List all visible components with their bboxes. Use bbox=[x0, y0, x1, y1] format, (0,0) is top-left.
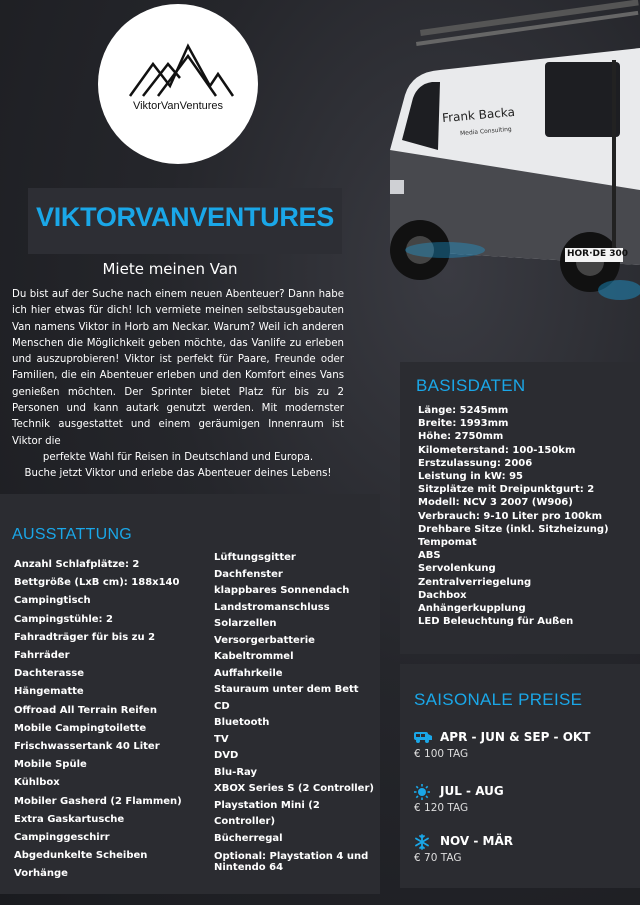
list-item: Campingtisch bbox=[14, 595, 91, 607]
season-price: € 70 TAG bbox=[414, 852, 462, 864]
list-item: Verbrauch: 9-10 Liter pro 100km bbox=[418, 510, 603, 522]
list-item: Breite: 1993mm bbox=[418, 418, 509, 430]
list-item: Campingstühle: 2 bbox=[14, 613, 113, 625]
list-item: Sitzplätze mit Dreipunktgurt: 2 bbox=[418, 484, 595, 496]
list-item: TV bbox=[214, 733, 229, 745]
preise-title: SAISONALE PREISE bbox=[414, 690, 583, 709]
list-item: Anhängerkupplung bbox=[418, 603, 526, 615]
list-item: Servolenkung bbox=[418, 563, 496, 575]
list-item: Stauraum unter dem Bett bbox=[214, 684, 359, 695]
season-price: € 120 TAG bbox=[414, 802, 469, 814]
list-item: Dachfenster bbox=[214, 568, 283, 580]
list-item: Tempomat bbox=[418, 537, 477, 549]
list-item: Mobiler Gasherd (2 Flammen) bbox=[14, 795, 182, 807]
list-item: Optional: Playstation 4 und Nintendo 64 bbox=[214, 851, 369, 873]
list-item: Vorhänge bbox=[14, 868, 68, 880]
sun-icon bbox=[414, 784, 430, 798]
basisdaten-title: BASISDATEN bbox=[416, 376, 526, 395]
list-item: Bluetooth bbox=[214, 717, 270, 728]
list-item: Playstation Mini (2 Controller) bbox=[214, 799, 320, 827]
basisdaten-list bbox=[418, 404, 609, 628]
list-item: Anzahl Schlafplätze: 2 bbox=[14, 559, 140, 570]
ausstattung-list-right bbox=[214, 550, 374, 873]
list-item: Bettgröße (LxB cm): 188x140 bbox=[14, 577, 180, 589]
list-item: Extra Gaskartusche bbox=[14, 813, 125, 825]
list-item: Landstromanschluss bbox=[214, 601, 330, 613]
list-item: Mobile Spüle bbox=[14, 759, 87, 771]
list-item: Auffahrkeile bbox=[214, 667, 283, 679]
season-winter bbox=[414, 834, 513, 864]
list-item: Blu-Ray bbox=[214, 766, 257, 778]
van-text-name: Frank Backa bbox=[441, 104, 516, 126]
logo-text: ViktorVanVentures bbox=[132, 100, 224, 112]
season-spring-autumn bbox=[414, 730, 590, 760]
logo bbox=[98, 4, 258, 164]
list-item: Dachterasse bbox=[14, 668, 85, 680]
list-item: Kabeltrommel bbox=[214, 651, 294, 662]
license-plate: HOR·DE 300 bbox=[567, 249, 629, 259]
list-item: Zentralverriegelung bbox=[418, 576, 532, 588]
list-item: Länge: 5245mm bbox=[418, 405, 509, 416]
list-item: XBOX Series S (2 Controller) bbox=[214, 783, 374, 794]
list-item: ABS bbox=[418, 550, 441, 562]
ausstattung-list-left bbox=[14, 556, 210, 884]
list-item: Kühlbox bbox=[14, 777, 60, 789]
list-item: Solarzellen bbox=[214, 618, 277, 629]
list-item: Lüftungsgitter bbox=[214, 552, 296, 563]
list-item: Leistung in kW: 95 bbox=[418, 471, 523, 483]
brand-banner bbox=[28, 188, 342, 254]
intro-paragraph: Du bist auf der Suche nach einem neuen Abenteuer? Dann habe ich hier etwas für dich! Ich vermiete meinen selbstausgebauten Van namens Viktor in Horb am Neckar. Warum? Weil ich anderen Menschen die Möglichkeit geben möchte, das Vanlife zu erleben und auszuprobieren! Viktor ist perfekt für Paare, Freunde oder Familien, die ein Abenteuer erleben und den Komfort eines Vans genießen möchten. Der Sprinter bietet Platz für bis zu 2 Personen und kann autark genutzt werden. Mit modernster Technik ausgestattet und einem geräumigen Innenraum ist Viktor die bbox=[12, 289, 344, 447]
list-item: Kilometerstand: 100-150km bbox=[418, 444, 576, 456]
mountain-icon bbox=[98, 4, 258, 164]
van-image bbox=[350, 0, 640, 330]
season-summer bbox=[414, 784, 504, 814]
van-text-sub: Media Consulting bbox=[459, 125, 513, 138]
van-icon bbox=[414, 730, 430, 744]
list-item: CD bbox=[214, 700, 230, 712]
intro-cta: Buche jetzt Viktor und erlebe das Abenteuer deines Lebens! bbox=[24, 468, 332, 480]
list-item: Versorgerbatterie bbox=[214, 634, 315, 646]
season-label: NOV - MÄR bbox=[440, 834, 514, 848]
list-item: Drehbare Sitze (inkl. Sitzheizung) bbox=[418, 523, 609, 535]
list-item: Frischwassertank 40 Liter bbox=[14, 741, 160, 753]
list-item: Fahradträger für bis zu 2 Fahrräder bbox=[14, 631, 156, 662]
ausstattung-panel bbox=[0, 494, 380, 894]
season-label: JUL - AUG bbox=[440, 784, 504, 798]
intro-text bbox=[12, 287, 344, 483]
list-item: LED Beleuchtung für Außen bbox=[418, 616, 574, 628]
list-item: Dachbox bbox=[418, 589, 467, 601]
brand-title: VIKTORVANVENTURES bbox=[36, 202, 334, 232]
ausstattung-title: AUSSTATTUNG bbox=[12, 526, 133, 543]
list-item: Höhe: 2750mm bbox=[418, 431, 504, 443]
list-item: Mobile Campingtoilette bbox=[14, 722, 147, 734]
list-item: Bücherregal bbox=[214, 832, 283, 844]
intro-line-center: perfekte Wahl für Reisen in Deutschland und Europa. bbox=[42, 451, 314, 463]
preise-panel bbox=[400, 664, 640, 888]
subtitle: Miete meinen Van bbox=[102, 260, 238, 278]
snowflake-icon bbox=[414, 834, 430, 848]
list-item: Hängematte bbox=[14, 686, 84, 698]
season-price: € 100 TAG bbox=[414, 748, 469, 760]
list-item: Abgedunkelte Scheiben bbox=[14, 850, 148, 862]
season-label: APR - JUN & SEP - OKT bbox=[440, 730, 591, 744]
list-item: Modell: NCV 3 2007 (W906) bbox=[418, 497, 573, 509]
basisdaten-panel bbox=[400, 362, 640, 654]
list-item: klappbares Sonnendach bbox=[214, 585, 350, 596]
list-item: DVD bbox=[214, 750, 239, 761]
list-item: Campinggeschirr bbox=[14, 832, 110, 844]
list-item: Offroad All Terrain Reifen bbox=[14, 704, 157, 716]
list-item: Erstzulassung: 2006 bbox=[418, 457, 533, 469]
